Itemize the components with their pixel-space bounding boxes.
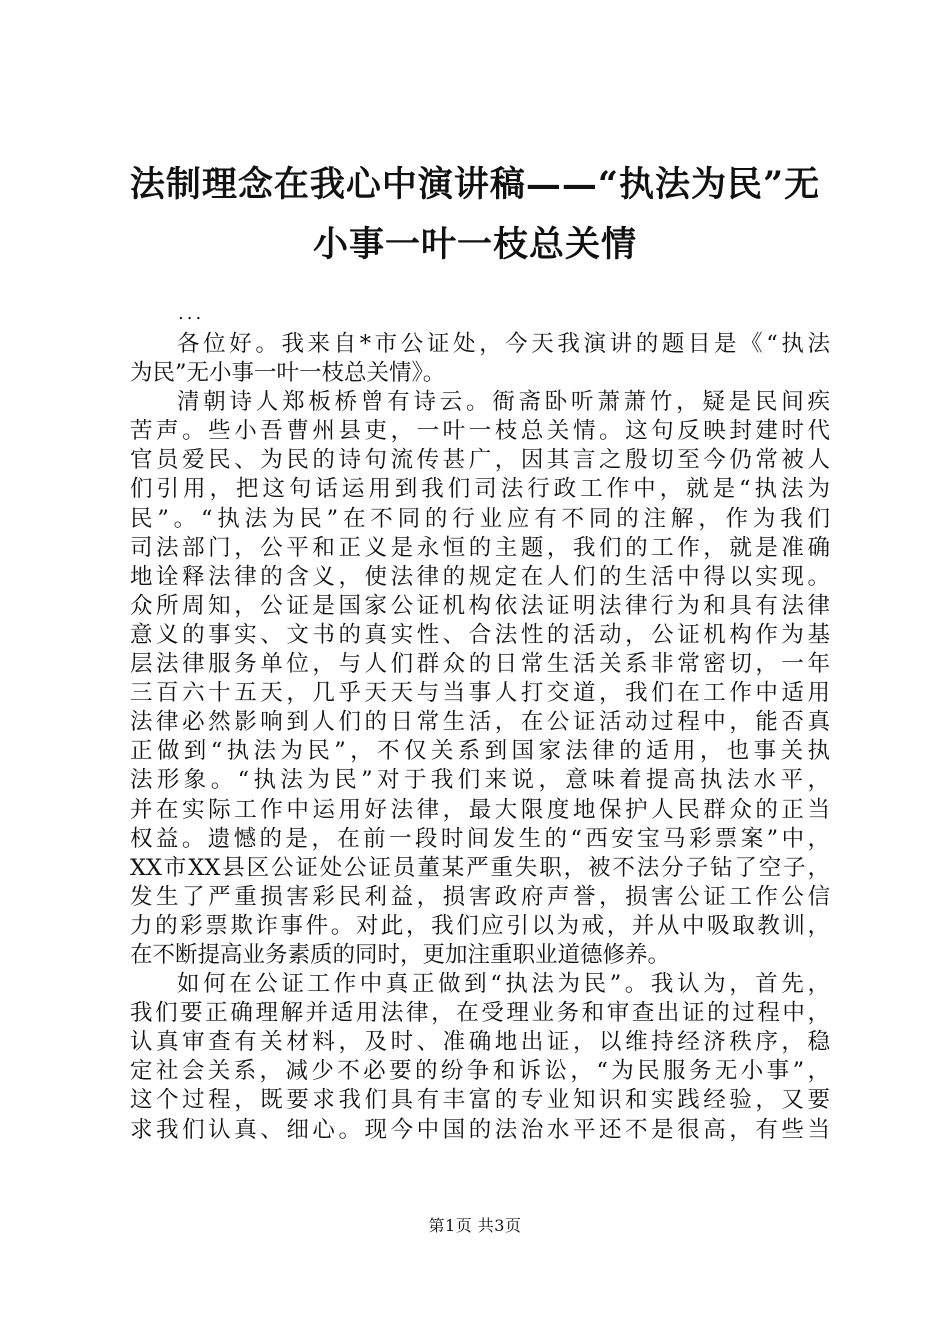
body-line: 众所周知，公证是国家公证机构依法证明法律行为和具有法律 bbox=[130, 592, 830, 619]
body-line: 认真审查有关材料，及时、准确地出证，以维持经济秩序，稳 bbox=[130, 1029, 830, 1056]
ellipsis-marker: ... bbox=[178, 303, 205, 324]
page-footer: 第1页 共3页 bbox=[428, 1216, 522, 1235]
body-line: 发生了严重损害彩民利益，损害政府声誉，损害公证工作公信 bbox=[130, 883, 830, 910]
body-line: 在不断提高业务素质的同时，更加注重职业道德修养。 bbox=[130, 941, 671, 968]
body-line: 官员爱民、为民的诗句流传甚广，因其言之殷切至今仍常被人 bbox=[130, 447, 830, 474]
body-line: 们引用，把这句话运用到我们司法行政工作中，就是“执法为 bbox=[130, 476, 830, 503]
body-line: 并在实际工作中运用好法律，最大限度地保护人民群众的正当 bbox=[130, 796, 830, 823]
body-line: 层法律服务单位，与人们群众的日常生活关系非常密切，一年 bbox=[130, 651, 830, 678]
body-line: 为民”无小事一叶一枝总关情》。 bbox=[130, 360, 446, 387]
body-line: 法形象。“执法为民”对于我们来说，意味着提高执法水平， bbox=[130, 767, 830, 794]
body-line: 如何在公证工作中真正做到“执法为民”。我认为，首先， bbox=[177, 971, 830, 998]
body-line: 民”。“执法为民”在不同的行业应有不同的注解，作为我们 bbox=[130, 505, 830, 532]
body-line: 意义的事实、文书的真实性、合法性的活动，公证机构作为基 bbox=[130, 621, 830, 648]
document-title-line-2: 小事一叶一枝总关情 bbox=[312, 224, 637, 265]
body-line: 力的彩票欺诈事件。对此，我们应引以为戒，并从中吸取教训， bbox=[130, 912, 830, 939]
document-title-line-1: 法制理念在我心中演讲稿——“执法为民”无 bbox=[129, 164, 821, 205]
body-line: XX市XX县区公证处公证员董某严重失职，被不法分子钻了空子， bbox=[130, 854, 830, 881]
body-line: 地诠释法律的含义，使法律的规定在人们的生活中得以实现。 bbox=[130, 563, 830, 590]
body-line: 司法部门，公平和正义是永恒的主题，我们的工作，就是准确 bbox=[130, 534, 830, 561]
body-line: 这个过程，既要求我们具有丰富的专业知识和实践经验，又要 bbox=[130, 1087, 830, 1114]
body-line: 各位好。我来自*市公证处，今天我演讲的题目是《“执法 bbox=[177, 331, 830, 357]
body-text bbox=[130, 330, 830, 1145]
body-line: 定社会关系，减少不必要的纷争和诉讼，“为民服务无小事”， bbox=[130, 1058, 830, 1085]
body-line: 三百六十五天，几乎天天与当事人打交道，我们在工作中适用 bbox=[130, 680, 830, 707]
body-line: 求我们认真、细心。现今中国的法治水平还不是很高，有些当 bbox=[130, 1116, 830, 1143]
body-line: 我们要正确理解并适用法律，在受理业务和审查出证的过程中， bbox=[130, 1000, 830, 1027]
body-line: 清朝诗人郑板桥曾有诗云。衙斋卧听萧萧竹，疑是民间疾 bbox=[177, 389, 830, 416]
body-line: 法律必然影响到人们的日常生活，在公证活动过程中，能否真 bbox=[130, 709, 830, 736]
body-line: 正做到“执法为民”，不仅关系到国家法律的适用，也事关执 bbox=[130, 738, 830, 765]
body-line: 苦声。些小吾曹州县吏，一叶一枝总关情。这句反映封建时代 bbox=[130, 418, 830, 445]
body-line: 权益。遗憾的是，在前一段时间发生的“西安宝马彩票案”中， bbox=[130, 825, 830, 852]
